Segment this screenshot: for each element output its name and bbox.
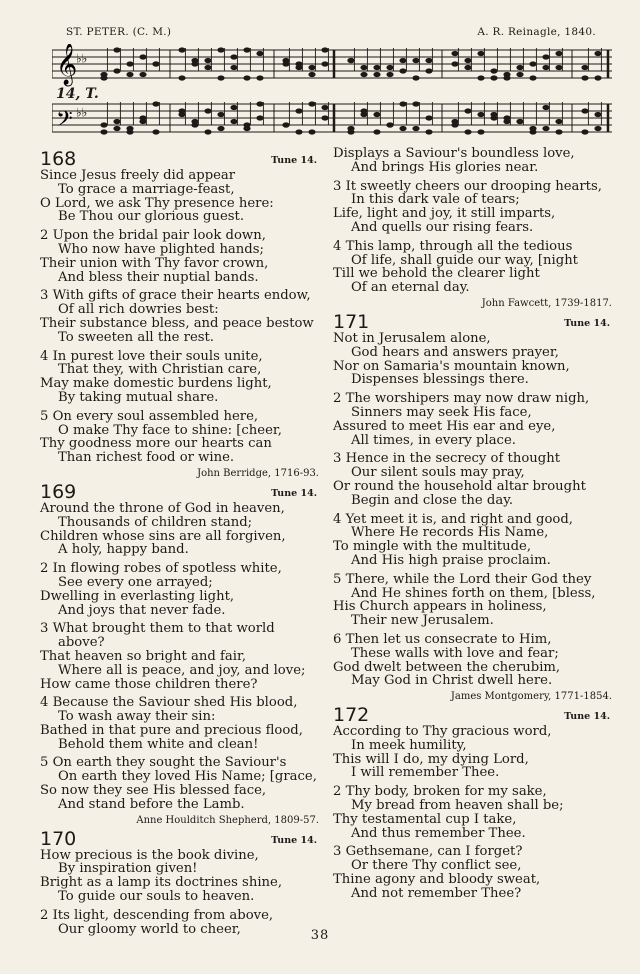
hymn-line: By taking mutual share.: [58, 389, 219, 405]
stanza: [40, 289, 323, 344]
hymn-line: My bread from heaven shall be;: [351, 798, 564, 814]
note-head: [360, 65, 367, 70]
note-head: [308, 65, 315, 70]
hymn-number: 172: [333, 704, 370, 727]
bass-staff-image: [52, 98, 612, 142]
note-head: [373, 65, 380, 70]
note-head: [204, 65, 211, 70]
hymn-line: 3 What brought them to that world: [40, 621, 275, 637]
note-head: [321, 61, 328, 66]
note-head: [503, 75, 510, 80]
note-head: [451, 61, 458, 66]
hymn-line: Since Jesus freely did appear: [40, 168, 236, 183]
tune-reference: Tune 14.: [564, 711, 610, 723]
note-head: [113, 119, 120, 124]
hymn-author: James Montgomery, 1771-1854.: [450, 691, 612, 703]
hymn-line: And stand before the Lamb.: [58, 796, 245, 812]
hymn-line: And He shines forth on them, [bless,: [351, 585, 596, 601]
note-head: [191, 119, 198, 124]
hymn-line: Their new Jerusalem.: [351, 613, 494, 629]
note-head: [516, 65, 523, 70]
stanza: [333, 573, 616, 628]
note-head: [412, 75, 419, 80]
hymn-line: Of life, shall guide our way, [night: [351, 252, 578, 268]
hymn-line: Their substance bless, and peace bestow: [40, 315, 314, 331]
note-head: [191, 61, 198, 66]
note-head: [529, 75, 536, 80]
hymn-line: Or round the household altar brought: [333, 478, 586, 494]
key-signature-icon: ♭♭: [76, 105, 88, 120]
hymn-line: Displays a Saviour's boundless love,: [333, 146, 575, 161]
hymn-line: And brings His glories near.: [351, 159, 539, 175]
stanza: [333, 392, 616, 447]
note-head: [230, 65, 237, 70]
hymn-line: Life, light and joy, it still imparts,: [333, 206, 556, 222]
hymn-line: God hears and answers prayer,: [351, 344, 559, 360]
hymn-line: Or there Thy conflict see,: [351, 858, 522, 874]
tune-reference: Tune 14.: [271, 487, 317, 499]
hymn-line: Thy testamental cup I take,: [333, 811, 517, 827]
hymn-line: 3 Gethsemane, can I forget?: [333, 844, 523, 860]
note-head: [308, 129, 315, 134]
hymn-author: Anne Houlditch Shepherd, 1809-57.: [136, 814, 319, 826]
note-head: [542, 54, 549, 59]
note-head: [204, 58, 211, 63]
hymn-line: 2 The worshipers may now draw nigh,: [333, 391, 590, 407]
treble-clef-icon: 𝄞: [56, 44, 78, 85]
note-head: [139, 72, 146, 77]
stanza: [333, 332, 616, 387]
note-head: [542, 126, 549, 131]
hymn-line: 4 This lamp, through all the tedious: [333, 238, 573, 254]
hymn-line: Behold them white and clean!: [58, 736, 259, 752]
hymn-line: I will remember Thee.: [351, 765, 500, 781]
stanza: [40, 502, 323, 557]
note-head: [230, 54, 237, 59]
note-head: [477, 112, 484, 117]
note-head: [282, 122, 289, 127]
hymn-line: Their union with Thy favor crown,: [40, 255, 269, 271]
note-head: [581, 75, 588, 80]
stanza: [333, 147, 616, 175]
note-head: [425, 68, 432, 73]
stanza: [333, 180, 616, 235]
hymn-line: Where He records His Name,: [351, 525, 549, 541]
hymn-number: 170: [40, 827, 77, 850]
stanza: [40, 696, 323, 751]
note-head: [308, 72, 315, 77]
hymn-line: May God in Christ dwell here.: [351, 673, 553, 689]
hymn-line: Our gloomy world to cheer,: [58, 921, 241, 937]
note-head: [412, 101, 419, 106]
note-head: [386, 122, 393, 127]
note-head: [308, 101, 315, 106]
note-head: [529, 129, 536, 134]
note-head: [204, 108, 211, 113]
note-head: [594, 112, 601, 117]
hymn-line: This will I do, my dying Lord,: [333, 751, 529, 767]
hymn-line: 4 Yet meet it is, and right and good,: [333, 511, 574, 527]
stanza: [333, 452, 616, 507]
hymn-line: To wash away their sin:: [58, 709, 216, 725]
note-head: [347, 129, 354, 134]
hymn-line: That they, with Christian care,: [58, 362, 262, 378]
stanza: [40, 756, 323, 811]
hymn-line: And not remember Thee?: [351, 885, 522, 901]
hymn-line: Children whose sins are all forgiven,: [40, 528, 286, 544]
hymn-line: Where all is peace, and joy, and love;: [58, 662, 306, 678]
hymn-number: 169: [40, 480, 77, 503]
stanza: [333, 633, 616, 688]
hymn-line: In meek humility,: [351, 737, 467, 753]
note-head: [217, 47, 224, 52]
note-head: [399, 101, 406, 106]
hymn-line: By inspiration given!: [58, 861, 198, 877]
note-head: [295, 108, 302, 113]
stanza: [333, 240, 616, 295]
note-head: [594, 75, 601, 80]
hymn-line: Sinners may seek His face,: [351, 404, 532, 420]
hymn-line: Of all rich dowries best:: [58, 302, 219, 318]
note-head: [100, 129, 107, 134]
note-head: [581, 129, 588, 134]
hymn-line: O Lord, we ask Thy presence here:: [40, 195, 274, 211]
note-head: [425, 129, 432, 134]
note-head: [360, 72, 367, 77]
note-head: [321, 105, 328, 110]
hymn-line: Around the throne of God in heaven,: [40, 500, 285, 516]
note-head: [113, 47, 120, 52]
note-head: [126, 61, 133, 66]
note-head: [490, 112, 497, 117]
note-head: [581, 65, 588, 70]
note-head: [464, 129, 471, 134]
note-head: [126, 129, 133, 134]
hymn-line: Than richest food or wine.: [58, 450, 235, 466]
hymn-header: [40, 482, 323, 502]
hymn-line: 2 In flowing robes of spotless white,: [40, 561, 282, 577]
left-column: [40, 147, 323, 941]
hymn-line: Thine agony and bloody sweat,: [333, 872, 541, 888]
stanza: [40, 169, 323, 224]
hymn-line: To guide our souls to heaven.: [58, 889, 255, 905]
bass-clef-icon: 𝄢: [56, 107, 73, 137]
hymn-line: These walls with love and fear;: [351, 645, 559, 661]
note-head: [373, 129, 380, 134]
stanza: [333, 785, 616, 840]
hymn-line: Bright as a lamp its doctrines shine,: [40, 875, 283, 891]
stanza: [333, 725, 616, 780]
note-head: [321, 47, 328, 52]
note-head: [100, 75, 107, 80]
note-head: [243, 75, 250, 80]
note-head: [243, 47, 250, 52]
note-head: [594, 51, 601, 56]
note-head: [555, 129, 562, 134]
tune-name: ST. PETER. (C. M.): [66, 26, 172, 38]
hymn-number: 168: [40, 148, 77, 170]
note-head: [477, 129, 484, 134]
note-head: [295, 129, 302, 134]
hymn-line: Bathed in that pure and precious flood,: [40, 722, 303, 738]
note-head: [386, 72, 393, 77]
stanza: [40, 562, 323, 617]
stanza: [40, 229, 323, 284]
hymn-author: John Berridge, 1716-93.: [197, 467, 319, 479]
tune-reference: Tune 14.: [271, 155, 317, 166]
tune-composer: A. R. Reinagle, 1840.: [477, 26, 596, 38]
note-head: [464, 65, 471, 70]
hymn-line: A holy, happy band.: [58, 542, 189, 558]
note-head: [217, 126, 224, 131]
part-label: 14, T.: [56, 86, 99, 102]
hymn-line: Our silent souls may pray,: [351, 465, 525, 481]
note-head: [425, 115, 432, 120]
hymn-line: 5 There, while the Lord their God they: [333, 571, 592, 587]
note-head: [386, 65, 393, 70]
note-head: [399, 68, 406, 73]
note-head: [243, 122, 250, 127]
note-head: [399, 58, 406, 63]
stanza: [40, 849, 323, 904]
note-head: [451, 122, 458, 127]
hymn-line: How came those children there?: [40, 676, 258, 692]
note-head: [555, 65, 562, 70]
hymn-line: 3 It sweetly cheers our drooping hearts,: [333, 178, 602, 194]
note-head: [451, 51, 458, 56]
hymn-header: [333, 312, 616, 332]
hymn-line: According to Thy gracious word,: [333, 724, 552, 740]
note-head: [399, 126, 406, 131]
tune-header: [66, 26, 596, 38]
note-head: [230, 105, 237, 110]
tune-reference: Tune 14.: [564, 317, 610, 329]
note-head: [152, 129, 159, 134]
stanza: [333, 513, 616, 568]
hymn-author: John Fawcett, 1739-1817.: [481, 297, 612, 309]
note-head: [178, 47, 185, 52]
note-head: [204, 129, 211, 134]
hymn-line: May make domestic burdens light,: [40, 376, 272, 392]
hymn-line: To grace a marriage-feast,: [58, 181, 235, 197]
hymn-line: 4 In purest love their souls unite,: [40, 348, 263, 364]
hymn-line: Nor on Samaria's mountain known,: [333, 358, 570, 374]
hymn-header: [40, 149, 323, 169]
hymn-line: 2 Thy body, broken for my sake,: [333, 784, 547, 800]
hymn-header: [333, 705, 616, 725]
hymn-line: All times, in every place.: [351, 432, 516, 448]
stanza: [40, 350, 323, 405]
note-head: [217, 112, 224, 117]
note-head: [555, 51, 562, 56]
hymn-line: 4 Because the Saviour shed His blood,: [40, 695, 298, 711]
hymn-line: above?: [58, 635, 105, 651]
hymn-line: Assured to meet His ear and eye,: [333, 418, 556, 434]
hymn-line: Thousands of children stand;: [58, 514, 253, 530]
note-head: [347, 58, 354, 63]
note-head: [373, 112, 380, 117]
note-head: [464, 108, 471, 113]
hymn-line: 3 Hence in the secrecy of thought: [333, 451, 561, 467]
hymn-line: Not in Jerusalem alone,: [333, 330, 491, 346]
note-head: [178, 112, 185, 117]
hymn-line: And quells our rising fears.: [351, 219, 534, 235]
note-head: [516, 119, 523, 124]
note-head: [503, 115, 510, 120]
note-head: [139, 119, 146, 124]
note-head: [516, 72, 523, 77]
note-head: [139, 54, 146, 59]
hymn-line: 6 Then let us consecrate to Him,: [333, 631, 552, 647]
right-column: [333, 147, 616, 906]
note-head: [555, 119, 562, 124]
hymn-line: How precious is the book divine,: [40, 847, 259, 863]
tune-reference: Tune 14.: [271, 834, 317, 846]
note-head: [373, 72, 380, 77]
hymn-line: Begin and close the day.: [351, 492, 514, 508]
hymn-line: 5 On earth they sought the Saviour's: [40, 755, 287, 771]
stanza: [40, 622, 323, 691]
hymn-line: Be Thou our glorious guest.: [58, 209, 245, 225]
key-signature-icon: ♭♭: [76, 51, 88, 66]
music-staff-treble: [52, 44, 612, 88]
hymn-line: So now they see His blessed face,: [40, 783, 267, 799]
hymn-line: O make Thy face to shine: [cheer,: [58, 422, 282, 438]
hymn-line: 3 With gifts of grace their hearts endow,: [40, 288, 311, 304]
hymn-line: And bless their nuptial bands.: [58, 269, 259, 285]
note-head: [256, 115, 263, 120]
note-head: [100, 122, 107, 127]
hymn-line: 2 Upon the bridal pair look down,: [40, 228, 266, 244]
note-head: [425, 58, 432, 63]
hymn-line: See every one arrayed;: [58, 574, 213, 590]
stanza: [333, 845, 616, 900]
hymn-line: 2 Its light, descending from above,: [40, 907, 274, 923]
note-head: [360, 112, 367, 117]
hymn-line: And thus remember Thee.: [351, 825, 526, 841]
note-head: [256, 101, 263, 106]
hymn-line: To sweeten all the rest.: [58, 329, 215, 345]
hymn-line: 5 On every soul assembled here,: [40, 408, 259, 424]
hymn-line: Of an eternal day.: [351, 280, 470, 296]
stanza: [40, 410, 323, 465]
treble-staff-image: [52, 44, 612, 88]
note-head: [542, 105, 549, 110]
hymn-line: Thy goodness more our hearts can: [40, 436, 272, 452]
note-head: [490, 68, 497, 73]
note-head: [477, 75, 484, 80]
note-head: [282, 61, 289, 66]
note-head: [529, 61, 536, 66]
note-head: [152, 61, 159, 66]
note-head: [542, 65, 549, 70]
hymn-line: God dwelt between the cherubim,: [333, 659, 561, 675]
hymn-line: Who now have plighted hands;: [58, 241, 264, 257]
note-head: [113, 68, 120, 73]
note-head: [126, 72, 133, 77]
note-head: [230, 119, 237, 124]
hymn-line: And His high praise proclaim.: [351, 552, 551, 568]
hymn-line: Till we behold the clearer light: [333, 266, 540, 282]
note-head: [295, 65, 302, 70]
note-head: [113, 126, 120, 131]
hymn-header: [40, 829, 323, 849]
note-head: [490, 75, 497, 80]
note-head: [581, 108, 588, 113]
hymn-line: And joys that never fade.: [58, 602, 226, 618]
hymn-number: 171: [333, 310, 370, 333]
note-head: [178, 75, 185, 80]
note-head: [412, 58, 419, 63]
note-head: [256, 51, 263, 56]
note-head: [321, 115, 328, 120]
note-head: [152, 101, 159, 106]
hymn-line: On earth they loved His Name; [grace,: [58, 769, 317, 785]
hymn-line: Dwelling in everlasting light,: [40, 588, 235, 604]
note-head: [256, 75, 263, 80]
note-head: [412, 126, 419, 131]
hymn-line: That heaven so bright and fair,: [40, 648, 247, 664]
hymn-line: His Church appears in holiness,: [333, 599, 547, 615]
hymn-line: In this dark vale of tears;: [351, 192, 520, 208]
hymn-line: Dispenses blessings there.: [351, 372, 529, 388]
page-number: 38: [310, 928, 330, 943]
note-head: [477, 51, 484, 56]
note-head: [464, 58, 471, 63]
hymn-line: To mingle with the multitude,: [333, 539, 532, 555]
note-head: [217, 75, 224, 80]
note-head: [594, 126, 601, 131]
music-staff-bass: [52, 98, 612, 142]
